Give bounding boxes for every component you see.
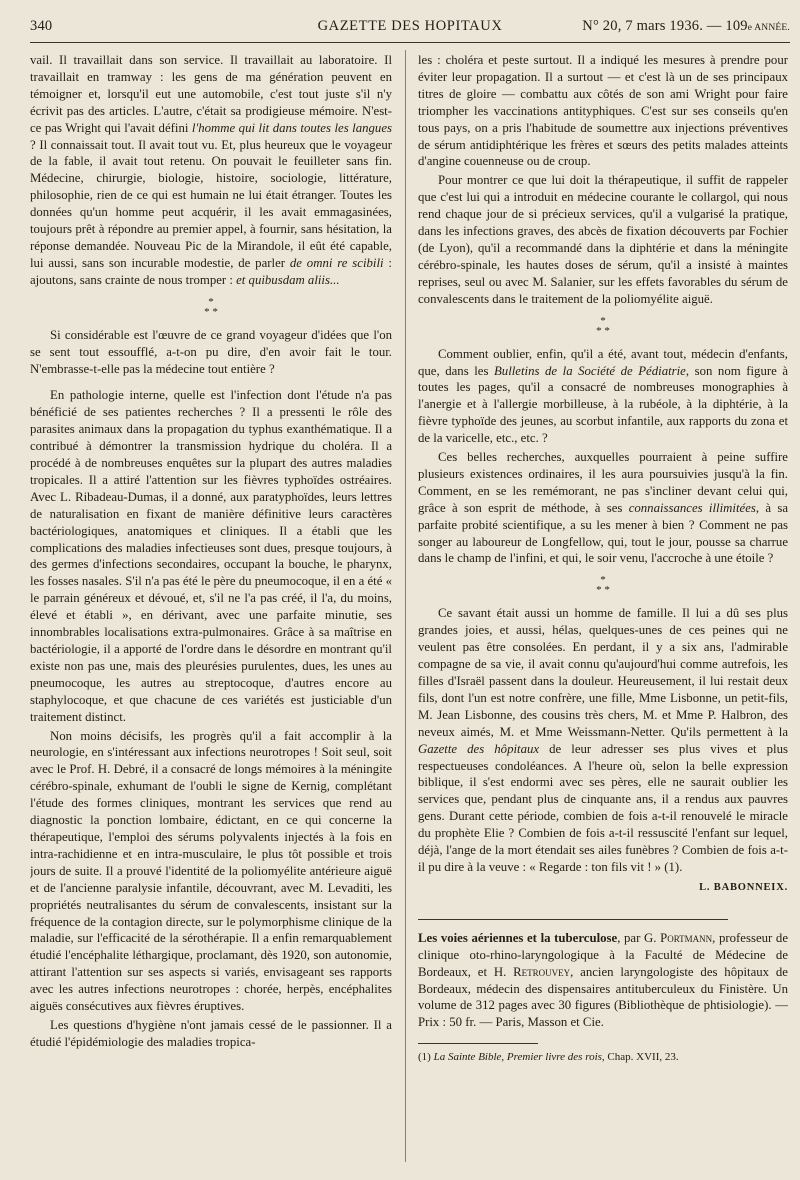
text: Ces belles recherches, auxquelles pourraient à peine suffire plusieurs existences ordinaires, il les aura poursuivies jusqu'à la fin. Comment, en se les remémorant, ne pas s'incliner devant celui qui, grâce à son esprit de méthode, à ses — [418, 450, 788, 515]
page-header — [30, 14, 790, 36]
review-author: Portmann — [660, 930, 713, 945]
issue-date: N° 20, 7 mars 1936. — 109 — [582, 18, 748, 34]
issue-year-suffix: e ANNÉE. — [747, 23, 790, 33]
text: : ajoutons, sans crainte de nous tromper : — [30, 255, 392, 287]
section-stars: * * * — [596, 574, 610, 597]
footnote-number: (1) — [418, 1051, 434, 1064]
paragraph — [418, 449, 788, 567]
text: , par G. — [617, 930, 661, 945]
issue-info — [582, 18, 790, 35]
italic-text: connaissances illimitées — [628, 500, 756, 515]
paragraph — [418, 346, 788, 447]
column-divider — [405, 50, 406, 1162]
journal-title: GAZETTE DES HOPITAUX — [317, 18, 503, 34]
paragraph — [30, 52, 392, 289]
text: vail. Il travaillait dans son service. Il travaillait au laboratoire. Il travaillait en tramway : les gens de ma génération peuvent en témoigner et, lorsqu'il eut une automobile, c'est tout juste s'il n'y écrivit pas des articles. L'autre, c'était sa prodigieuse mémoire. N'est-ce pas Wright qui l'avait défini — [30, 53, 392, 135]
text: Comment oublier, enfin, qu'il a été, avant tout, médecin d'enfants, que, dans les — [418, 346, 788, 378]
paragraph — [418, 605, 788, 876]
section-stars: * * * — [596, 314, 610, 337]
review-title: Les voies aériennes et la tuberculose — [418, 930, 618, 945]
text: , Chap. XVII, 23. — [601, 1051, 679, 1064]
text: , ancien laryngologiste des hôpitaux de Bordeaux, médecin des dispensaires antituberculeux du Finistère. Un volume de 312 pages avec 30 figures (Bibliothèque de phtisiologie). — Prix : 50 fr. — Paris, Masson et Cie. — [418, 964, 788, 1030]
text: , professeur de clinique oto-rhino-laryngologique à la Faculté de Médecine de Bordeaux, et H. — [418, 930, 788, 979]
paragraph: les : choléra et peste surtout. Il a indiqué les mesures à prendre pour éviter leur propagation. Il a surtout — et c'est là un de ses principaux titres de gloire — combattu aux côtés de son ami Wright pour faire triompher les vaccinations antityphiques. C'est sur ses conseils qu'en tous pays, on a pris l'habitude de soumettre aux injections préventives de sérum antidiphtérique les frères et sœurs des petits malades atteints d'angine couenneuse ou de croup. — [418, 53, 788, 169]
right-column — [418, 52, 788, 1164]
italic-text: l'homme qui lit dans toutes les langues — [191, 120, 392, 135]
section-rule — [418, 919, 728, 920]
author-signature: L. BABONNEIX. — [699, 881, 788, 893]
header-rule — [30, 42, 790, 43]
text: ? Il connaissait tout. Il avait tout vu. Et, plus heureux que le voyageur de la fable, il avait tout retenu. On pouvait le feuilleter sans fin. Médecine, chirurgie, biologie, histoire, sociologie, littérature, philosophie, rien de ce qui est humain ne lui était étranger. Toutes les données qu'un homme peut acquérir, il les avait emmagasinées, toujours prêt à répondre au premier appel, à fournir, sans hésitation, la réponse demandée. Nouveau Pic de la Mirandole, il eût été capable, lui aussi, sans son incurable modestie, de parler — [30, 137, 392, 270]
paragraph: Non moins décisifs, les progrès qu'il a fait accomplir à la neurologie, en s'intéressant aux infections neurotropes ! Soit seul, soit avec le Prof. H. Debré, il a consacré de longs mémoires à la méningite cérébro-spinale, exhumant de l'oubli le signe de Kernig, complétant l'étude des formes cliniques, montrant les services que rend au diagnostic la ponction lombaire, édictant, en ce qui concerne la thérapeutique, l'emploi des sérums polyvalents injectés à la fois en intra-rachidienne et en intra-musculaire, le plus tôt possible et trois jours de suite. Il a prouvé l'identité de la poliomyélite antérieure aiguë et de l'ancienne paralysie infantile, découvrant, avec M. Levaditi, les propriétés neutralisantes du sérum de convalescents, insistant sur la fréquence de la contagion directe, sur le polymorphisme clinique de la maladie, sur l'efficacité de la sérothérapie. Il a enfin remarquablement étudié l'encéphalite léthargique, proclamant, dès 1920, son autonomie, attirant l'attention sur ses aspects si variés, envisageant ses rapports avec les autres infections neurotropes : chorée, herpès, encéphalites aiguës consécutives aux fièvres éruptives. — [30, 728, 392, 1014]
paragraph: Si considérable est l'œuvre de ce grand voyageur d'idées que l'on se sent tout essoufflé, a-t-on pu dire, d'en avoir fait le tour. N'embrasse-t-elle pas la médecine tout entière ? — [30, 327, 392, 376]
italic-text: et quibusdam aliis... — [236, 272, 340, 287]
italic-text: Gazette des hôpitaux — [418, 741, 540, 756]
italic-text: La Sainte Bible, Premier livre des rois — [433, 1051, 602, 1064]
text: , son nom figure à toutes les pages, qu'il a consacré de nombreuses monographies à l'anergie et à l'allergie morbilleuse, à la rubéole, à la diphtérie, à la fièvre typhoïde des jeunes, au scorbut infantile, aux rapports du zona et de la varicelle, etc., etc. ? — [418, 363, 788, 446]
review-author: Retrouvey — [513, 964, 571, 979]
footnote — [418, 1050, 788, 1064]
footnote-rule — [418, 1043, 538, 1044]
page-number: 340 — [30, 18, 53, 34]
text: , à sa parfaite probité scientifique, a su les mener à bien ? Comment ne pas songer au laboureur de Longfellow, qui, tout le jour, pousse sa charrue dans le champ de l'infini, et qui, le soir venu, l'accroche à une étoile ? — [418, 500, 788, 566]
paragraph: En pathologie interne, quelle est l'infection dont l'étude n'a pas bénéficié de ses patientes recherches ? Il a pressenti le rôle des parasites animaux dans la propagation du typhus exanthématique. Il a contribué à démontrer la transmission hydrique du choléra. Il a procédé à de nombreuses enquêtes sur la plupart des autres maladies tropicales. Il a attiré l'attention sur les fièvres typhoïdes ostréaires. Avec L. Ribadeau-Dumas, il a donné, aux paratyphoïdes, leurs lettres de naturalisation en fixant de manière définitive leurs caractères bactériologiques, anatomiques et cliniques. Il a établi que les complications des maladies infectieuses sont dues, presque toujours, à des germes d'infections secondaires, occupant la bouche, le pharynx, les fosses nasales. S'il n'a pas été le père du pneumocoque, il en a été « le parrain généreux et dévoué, et, s'il ne l'a pas créé, il l'a, du moins, élevé et établi », en dérivant, avec une parfaite minutie, ses innombrables localisations extra-pulmonaires. Grâce à sa maîtrise en bactériologie, il a apporté de l'ordre dans le désordre en montrant qu'il existe non pas une, mais des pleurésies purulentes, dues, les unes au pneumocoque, les autres au streptocoque, d'autres encore au staphylocoque, et que chacune de ces variétés est justiciable d'un traitement distinct. — [30, 388, 392, 724]
paragraph: Pour montrer ce que lui doit la thérapeutique, il suffit de rappeler que c'est lui qui a introduit en médecine courante le collargol, qui nous rend chaque jour de si précieux services, qu'il a vulgarisé la pratique, dans les infections graves, des abcès de fixation découverts par Fochier (de Lyon), qu'il a recommandé dans la diphtérie et dans la méningite cérébro-spinale, les hautes doses de sérum, qu'il a insisté à maintes reprises, seul ou avec M. Salanier, sur les effets favorables du sérum de convalescents dans le traitement de la poliomyélite aiguë. — [418, 173, 788, 306]
section-stars: * * * — [204, 295, 218, 318]
text: Ce savant était aussi un homme de famille. Il lui a dû ses plus grandes joies, et aussi, hélas, quelques-unes de ces peines qui ne veulent pas être consolées. En perdant, il y a six ans, l'admirable compagne de sa vie, il avait connu qu'aujourd'hui comme autrefois, les filles d'Israël passent dans la douleur. Heureusement, il lui restait deux fils, dont l'un est notre confrère, une fille, Mme Lisbonne, un petit-fils, M. Jean Lisbonne, des cousins très chers, M. et Mme P. Halbron, des neveux aimés, M. et Mme Weissmann-Netter. Qu'ils permettent à la — [418, 606, 788, 739]
text: de leur adresser ses plus vives et plus respectueuses condoléances. A l'heure où, selon la belle expression biblique, il s'est endormi avec ses pères, elle ne saurait oublier les services que, pendant plus de cinquante ans, il a rendus aux pauvres gens. Durant cette période, combien de fois a-t-il renouvelé le miracle du prophète Elie ? Combien de fois a-t-il ressuscité l'enfant sur lequel, déjà, l'ange de la mort étendait ses ailes funèbres ? Combien de fois a-t-il pu dire à la veuve : « Regarde : ton fils vit ! » (1). — [418, 741, 788, 874]
italic-text: Bulletins de la Société de Pédiatrie — [493, 363, 686, 378]
paragraph: Les questions d'hygiène n'ont jamais cessé de le passionner. Il a étudié l'épidémiologie des maladies tropica- — [30, 1017, 392, 1049]
left-column — [30, 52, 392, 1164]
italic-text: de omni re scibili — [289, 255, 384, 270]
book-review — [418, 930, 788, 1031]
